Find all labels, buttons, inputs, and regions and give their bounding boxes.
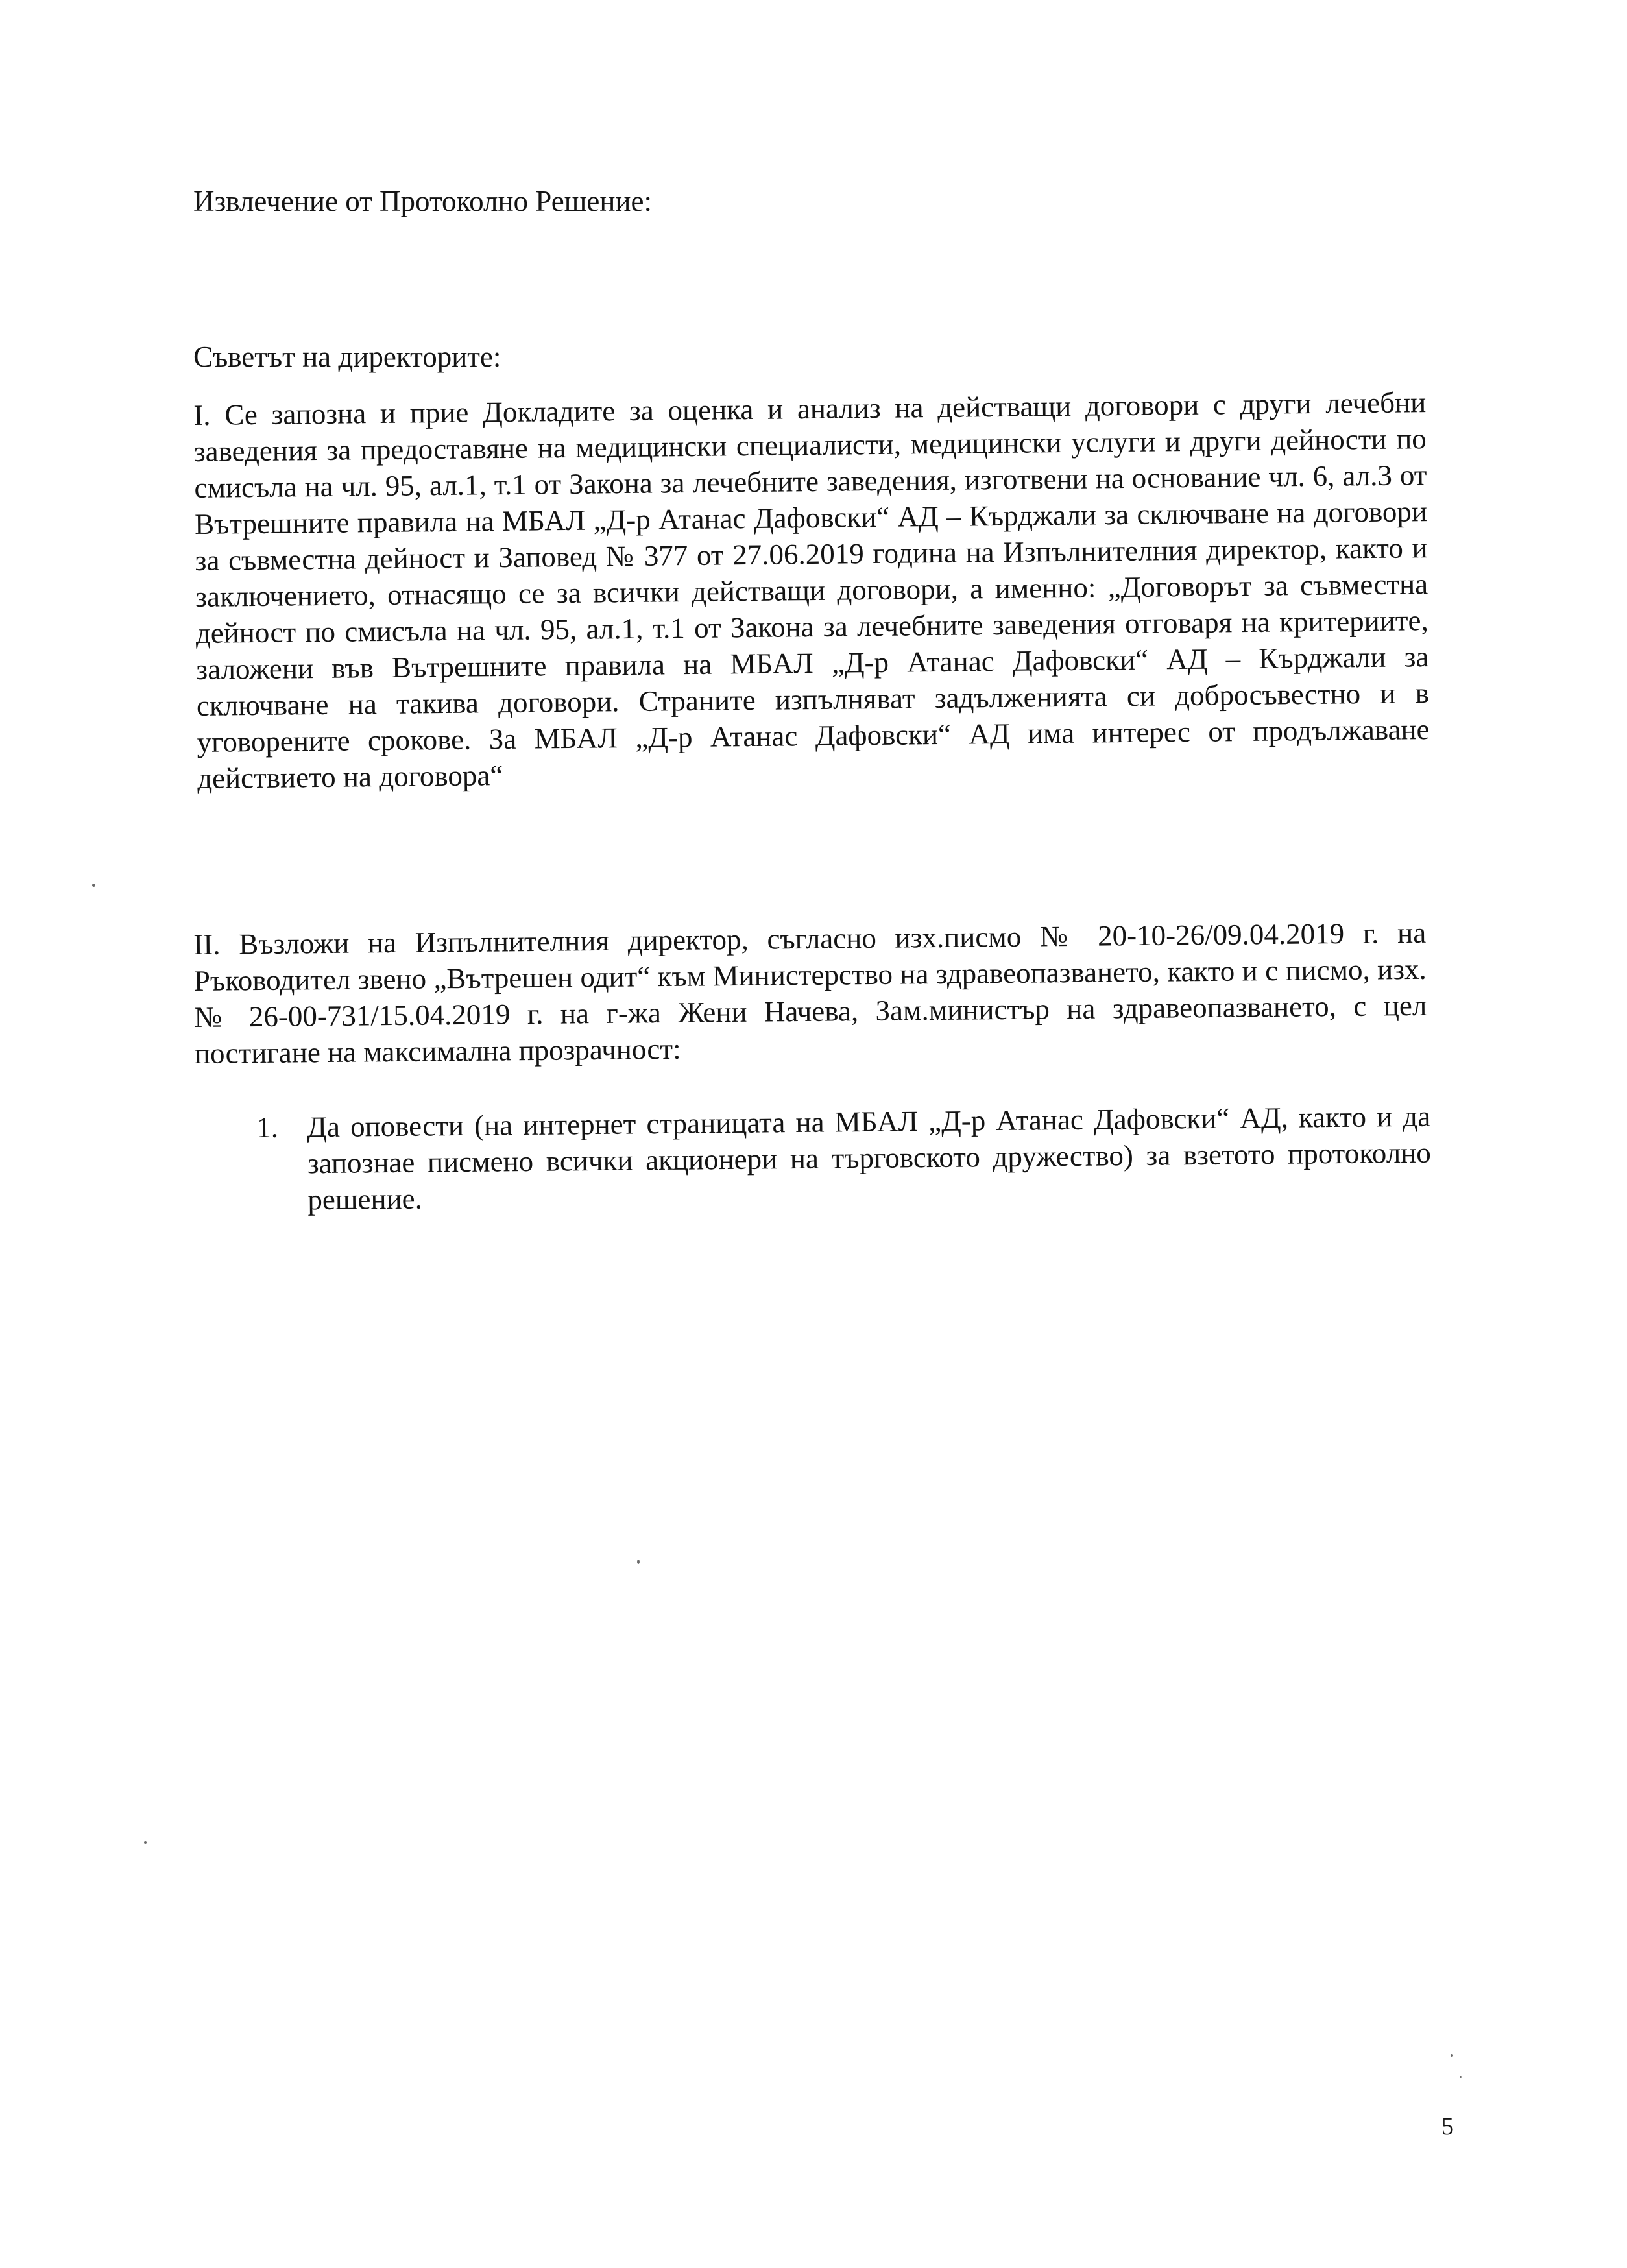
page-number: 5 (1441, 2113, 1454, 2140)
board-intro: Съветът на директорите: (193, 341, 501, 373)
decision-list (256, 1098, 1432, 1218)
decision-paragraph-2: II. Възложи на Изпълнителния директор, съгласно изх.писмо № 20-10-26/09.04.2019 г. на Ръководител звено „Вътрешен одит“ към Министерство на здравеопазването, както и с писмо, изх. № 26-00-731/15.04.2019 г. на г-жа Жени Начева, Зам.министър на здравеопазването, с цел постигане на максимална прозрачност: (193, 916, 1427, 1070)
scan-speck (144, 1841, 147, 1844)
document-heading: Извлечение от Протоколно Решение: (193, 185, 652, 217)
decision-paragraph-1: I. Се запозна и прие Докладите за оценка и анализ на действащи договори с други лечебни заведения за предоставяне на медицински специалисти, медицински услуги и други дейности по смисъла на чл. 95, ал.1, т.1 от Закона за лечебните заведения, изготвени на основание чл. 6, ал.3 от Вътрешните правила на МБАЛ „Д-р Атанас Дафовски“ АД – Кърджали за сключване на договори за съвместна дейност и Заповед № 377 от 27.06.2019 година на Изпълнителния директор, както и заключението, отнасящо се за всички действащи договори, а именно: „Договорът за съвместна дейност по смисъла на чл. 95, ал.1, т.1 от Закона за лечебните заведения отговаря на критериите, заложени във Вътрешните правила на МБАЛ „Д-р Атанас Дафовски“ АД – Кърджали за сключване на такива договори. Страните изпълняват задълженията си добросъвестно и в уговорените срокове. За МБАЛ „Д-р Атанас Дафовски“ АД има интерес от продължаване действието на договора“ (193, 386, 1430, 795)
list-item (256, 1098, 1432, 1218)
scan-speck (1451, 2054, 1453, 2057)
list-item-text: Да оповести (на интернет страницата на МБАЛ „Д-р Атанас Дафовски“ АД, както и да запознае писмено всички акционери на търговското дружество) за взетото протоколно решение. (307, 1100, 1431, 1216)
list-item-number: 1. (256, 1111, 279, 1144)
scan-speck (1460, 2076, 1462, 2078)
scan-speck (92, 884, 95, 887)
scan-speck (637, 1560, 640, 1564)
